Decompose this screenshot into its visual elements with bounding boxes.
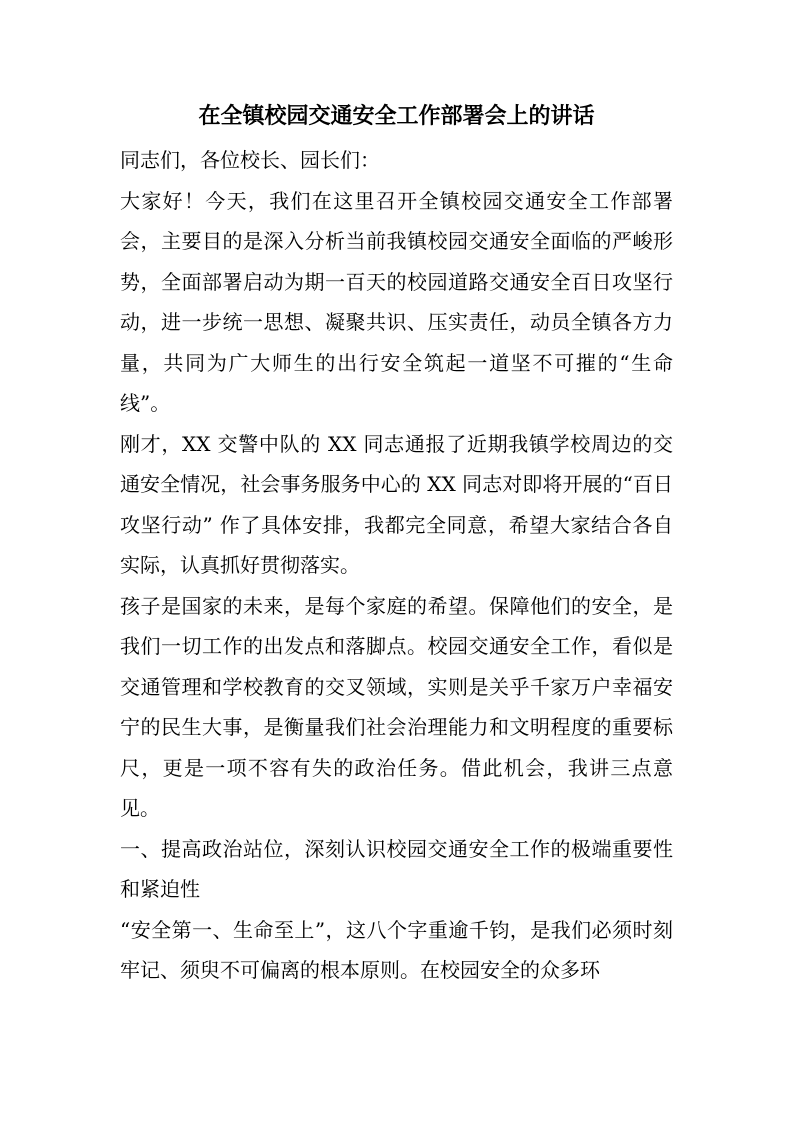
- body-paragraph: 孩子是国家的未来，是每个家庭的希望。保障他们的安全，是我们一切工作的出发点和落脚点。校园交通安全工作，看似是交通管理和学校教育的交叉领域，实则是关乎千家万户幸福安宁的民生大事，是衡量我们社会治理能力和文明程度的重要标尺，更是一项不容有失的政治任务。借此机会，我讲三点意见。: [120, 593, 673, 820]
- salutation: 同志们，各位校长、园长们：: [120, 148, 380, 172]
- document-title: 在全镇校园交通安全工作部署会上的讲话: [198, 103, 595, 129]
- body-paragraph: 大家好！今天，我们在这里召开全镇校园交通安全工作部署会，主要目的是深入分析当前我镇校园交通安全面临的严峻形势，全面部署启动为期一百天的校园道路交通安全百日攻坚行动，进一步统一思想、凝聚共识、压实责任，动员全镇各方力量，共同为广大师生的出行安全筑起一道坚不可摧的“生命线”。: [120, 188, 673, 415]
- body-paragraph: 刚才，XX 交警中队的 XX 同志通报了近期我镇学校周边的交通安全情况，社会事务服务中心的 XX 同志对即将开展的“百日攻坚行动” 作了具体安排，我都完全同意，希望大家结合各自实际，认真抓好贯彻落实。: [120, 431, 673, 577]
- body-paragraph: “安全第一、生命至上”，这八个字重逾千钧，是我们必须时刻牢记、须臾不可偏离的根本原则。在校园安全的众多环: [120, 917, 673, 982]
- section-heading: 一、提高政治站位，深刻认识校园交通安全工作的极端重要性和紧迫性: [120, 836, 673, 901]
- document-body: [120, 140, 673, 991]
